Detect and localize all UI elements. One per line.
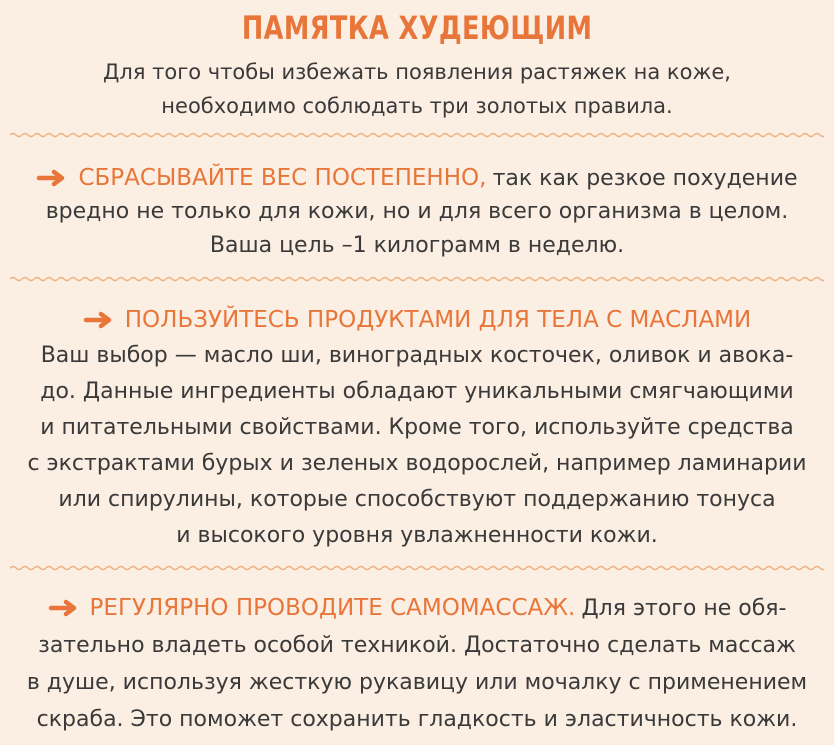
rule-2 — [0, 302, 834, 554]
rule-text-line: до. Данные ингредиенты обладают уникальными смягчающими — [40, 379, 794, 404]
rule-text-line: зательно владеть особой техникой. Достаточно сделать массаж — [38, 633, 796, 658]
rule-3 — [0, 590, 834, 738]
rule-text-line: или спирулины, которые способствуют поддержанию тонуса — [58, 487, 776, 512]
rule-heading: РЕГУЛЯРНО ПРОВОДИТЕ САМОМАССАЖ. — [89, 595, 576, 621]
wavy-divider — [10, 274, 824, 284]
wavy-divider — [10, 130, 824, 140]
rule-heading-line — [0, 590, 834, 627]
rule-heading: ПОЛЬЗУЙТЕСЬ ПРОДУКТАМИ ДЛЯ ТЕЛА С МАСЛАМИ — [124, 307, 752, 333]
intro — [0, 55, 834, 123]
rule-1 — [0, 161, 834, 263]
page-title — [0, 6, 834, 50]
rule-heading-line — [0, 161, 834, 195]
right-arrow-icon — [48, 592, 78, 610]
rule-text-line: Ваш выбор — масло ши, виноградных косточек, оливок и авока- — [40, 343, 794, 368]
rule-lead-text: Для этого не обя- — [581, 596, 787, 621]
page-title-text: ПАМЯТКА ХУДЕЮЩИМ — [241, 9, 593, 47]
wavy-divider — [10, 563, 824, 573]
right-arrow-icon — [83, 305, 113, 323]
rule-heading: СБРАСЫВАЙТЕ ВЕС ПОСТЕПЕННО, — [78, 165, 487, 191]
rule-text-line: скраба. Это поможет сохранить гладкость и эластичность кожи. — [36, 707, 798, 732]
intro-line: необходимо соблюдать три золотых правила. — [161, 94, 673, 118]
rule-text-line: с экстрактами бурых и зеленых водорослей, например ламинарии — [27, 451, 807, 476]
rule-text-line: Ваша цель –1 килограмм в неделю. — [209, 233, 625, 258]
rule-heading-line — [0, 302, 834, 338]
right-arrow-icon — [36, 164, 66, 182]
rule-text-line: вредно не только для кожи, но и для всего организма в целом. — [45, 199, 789, 224]
rule-text-line: и высокого уровня увлажненности кожи. — [176, 523, 658, 548]
rule-lead-text: так как резкое похудение — [492, 166, 798, 191]
rule-text-line: в душе, используя жесткую рукавицу или мочалку с применением — [26, 670, 808, 695]
intro-line: Для того чтобы избежать появления растяжек на коже, — [103, 60, 731, 84]
rule-text-line: и питательными свойствами. Кроме того, используйте средства — [40, 415, 794, 440]
